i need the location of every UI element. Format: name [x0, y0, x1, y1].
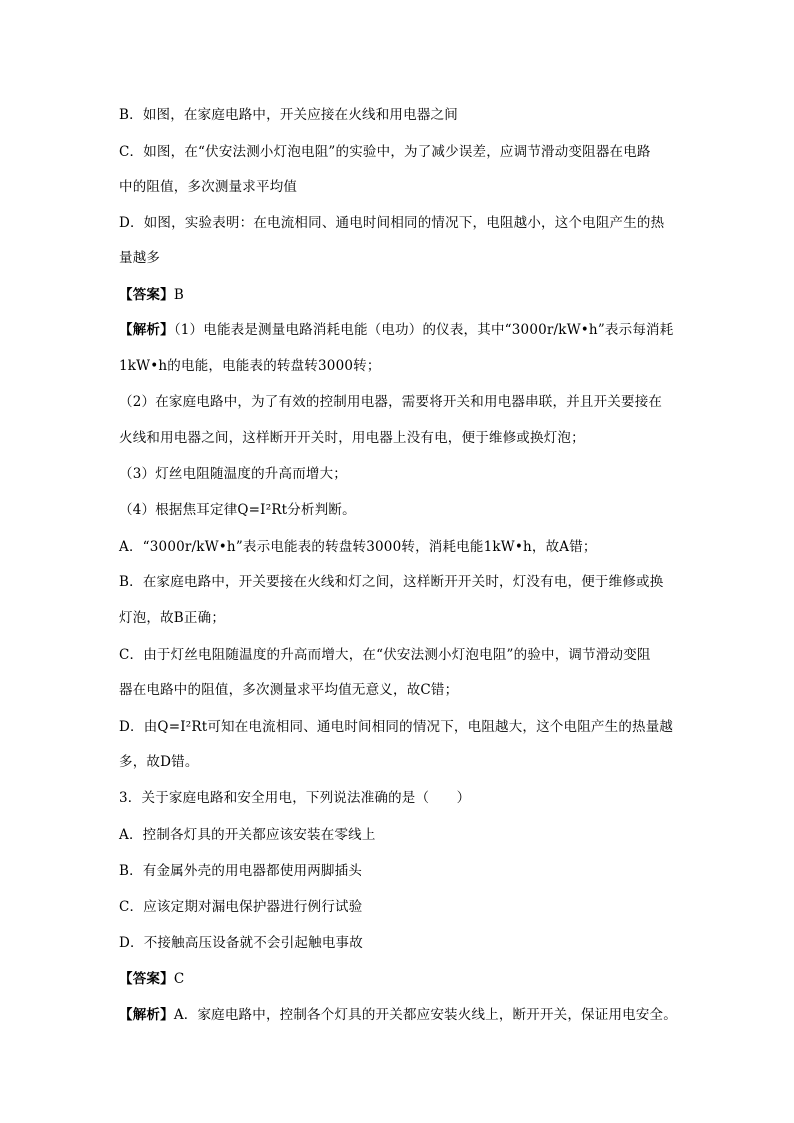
analysis-point-4: （4）根据焦耳定律Q=I²Rt分析判断。: [119, 502, 356, 518]
explain-b-line: B．在家庭电路中，开关要接在火线和灯之间，这样断开开关时，灯没有电，便于维修或换: [119, 574, 664, 590]
analysis-line-1-cont: 1kW•h的电能，电能表的转盘转3000转；: [119, 358, 381, 374]
analysis-line-2: [119, 1005, 689, 1025]
option-d-line: D．如图，实验表明：在电流相同、通电时间相同的情况下，电阻越小，这个电阻产生的热: [119, 215, 665, 231]
explain-a-line: A．“3000r/kW•h”表示电能表的转盘转3000转，消耗电能1kW•h，故A错；: [119, 539, 597, 555]
explain-c-line: C．由于灯丝电阻随温度的升高而增大，在“伏安法测小灯泡电阻”的验中，调节滑动变阻: [119, 647, 651, 663]
q3-option-a: A．控制各灯具的开关都应该安装在零线上: [119, 827, 376, 843]
analysis-text-2: A．家庭电路中，控制各个灯具的开关都应安装火线上，断开开关，保证用电安全。: [173, 1007, 677, 1023]
option-b-line: B．如图，在家庭电路中，开关应接在火线和用电器之间: [119, 107, 458, 123]
answer-label: 【答案】: [119, 287, 174, 303]
option-c-line: C．如图，在“伏安法测小灯泡电阻”的实验中，为了减少误差，应调节滑动变阻器在电路: [119, 144, 651, 160]
analysis-label-2: 【解析】: [119, 1007, 174, 1023]
analysis-point-2-cont: 火线和用电器之间，这样断开开关时，用电器上没有电，便于维修或换灯泡；: [119, 430, 585, 446]
answer-line-1: [119, 285, 689, 305]
answer-value-2: C: [173, 971, 185, 987]
analysis-point-3: （3）灯丝电阻随温度的升高而增大；: [119, 466, 347, 482]
analysis-point-2: （2）在家庭电路中，为了有效的控制用电器，需要将开关和用电器串联，并且开关要接在: [119, 394, 663, 410]
explain-d-line: D．由Q=I²Rt可知在电流相同、通电时间相同的情况下，电阻越大，这个电阻产生的热量越: [119, 719, 674, 735]
q3-option-d: D．不接触高压设备就不会引起触电事故: [119, 935, 363, 951]
explain-b-line-cont: 灯泡，故B正确；: [119, 610, 226, 626]
explain-c-line-cont: 器在电路中的阻值，多次测量求平均值无意义，故C错；: [119, 682, 459, 698]
answer-value: B: [173, 287, 184, 303]
q3-option-c: C．应该定期对漏电保护器进行例行试验: [119, 899, 363, 915]
q3-option-b: B．有金属外壳的用电器都使用两脚插头: [119, 863, 363, 879]
option-c-line-cont: 中的阻值，多次测量求平均值: [119, 179, 298, 195]
question-3: 3．关于家庭电路和安全用电，下列说法准确的是（ ）: [119, 790, 471, 806]
analysis-label: 【解析】: [119, 322, 174, 338]
analysis-line-1: [119, 320, 689, 340]
answer-label-2: 【答案】: [119, 971, 174, 987]
answer-line-2: [119, 969, 689, 989]
analysis-text: （1）电能表是测量电路消耗电能（电功）的仪表，其中“3000r/kW•h”表示每消耗: [173, 322, 674, 338]
explain-d-line-cont: 多，故D错。: [119, 754, 199, 770]
option-d-line-cont: 量越多: [119, 250, 161, 266]
